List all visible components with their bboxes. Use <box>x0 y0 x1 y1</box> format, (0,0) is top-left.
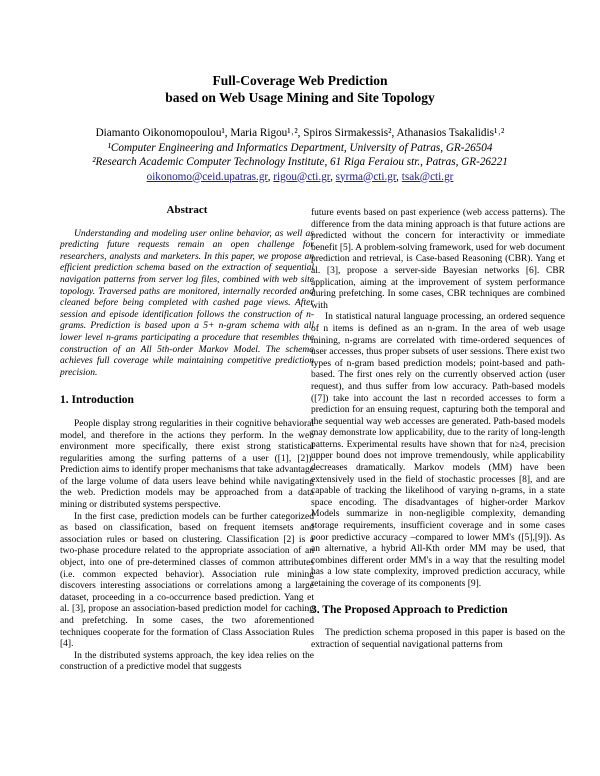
email-list: oikonomo@ceid.upatras.gr, rigou@cti.gr, syrma@cti.gr, tsak@cti.gr <box>146 170 454 183</box>
left-column <box>60 205 314 674</box>
right-paragraph-2: In statistical natural language processing, an ordered sequence of n items is defined as an n-gram. In the area of web usage mining, n-grams are correlated with time-ordered sequences of user accesses, thus proper subsets of user sessions. There exist two types of n-gram based prediction models; point-based and path-based. The first ones rely on the currently observed action (user request), and thus suffer from low accuracy. Path-based models ([7]) take into account the last n recorded accesses to form a prediction for an ensuing request, capturing both the temporal and the sequential way web accesses are generated. Path-based models may demonstrate low applicability, due to the rarity of long-length patterns. Experimental results have shown that for n≥4, precision upper bound does not improve tremendously, while applicability decreases dramatically. Markov models (MM) have been extensively used in the field of stochastic processes [8], and are capable of tracking the likelihood of varying n-grams, in a state space encoding. The disadvantages of higher-order Markov Models summarize in non-negligible complexity, demanding storage requirements, insufficient coverage and in some cases poor predictive accuracy –compared to lower MM's ([5],[9]). As an alternative, a hybrid All-Kth order MM may be used, that combines different order MM's in a way that the resulting model has a low state complexity, improved prediction accuracy, while retaining the coverage of its components [9]. <box>311 312 565 589</box>
title-line-1: Full-Coverage Web Prediction <box>212 73 388 88</box>
introduction-heading: 1. Introduction <box>60 394 134 407</box>
email-link[interactable]: syrma@cti.gr <box>335 170 397 183</box>
approach-paragraph-1: The prediction schema proposed in this paper is based on the extraction of sequential navigational patterns from <box>311 628 565 650</box>
intro-paragraph-3: In the distributed systems approach, the key idea relies on the construction of a predictive model that suggests <box>60 650 314 673</box>
right-paragraph-1: future events based on past experience (web access patterns). The difference from the data mining approach is that future actions are predicted without the concern for interactivity or immediate benefit [5]. A problem-solving framework, used for web document prediction and retrieval, is Case-based Reasoning (CBR). Yang et al. [3], propose a server-side Bayesian networks [6]. CBR application, aiming at the improvement of system performance during prefetching. In some cases, CBR techniques are combined with <box>311 208 565 311</box>
paper-title <box>60 72 540 106</box>
email-link[interactable]: oikonomo@ceid.upatras.gr <box>146 170 268 183</box>
title-line-2: based on Web Usage Mining and Site Topology <box>165 90 435 105</box>
abstract-text: Understanding and modeling user online behavior, as well as predicting future requests remain an open challenge for researchers, analysts and marketers. In this paper, we propose an efficient prediction schema based on the extraction of sequential navigation patterns from server log files, combined with web site topology. Traversed paths are monitored, internally recorded and cleaned before being completed with cashed page views. After session and episode identification follows the construction of n-grams. Prediction is based upon a 5+ n-gram schema with all lower level n-grams participating a procedure that resembles the construction of an All 5th-order Markov Model. The schema achieves full coverage while maintaining competitive prediction precision. <box>60 228 314 378</box>
right-column <box>311 208 565 651</box>
approach-heading: 3. The Proposed Approach to Prediction <box>311 603 508 616</box>
author-list: Diamanto Oikonomopoulou¹, Maria Rigou¹˒², Spiros Sirmakessis², Athanasios Tsakalidis¹˒² <box>95 127 505 139</box>
affiliation-1: ¹Computer Engineering and Informatics Department, University of Patras, GR-26504 <box>107 141 493 154</box>
email-link[interactable]: rigou@cti.gr <box>273 170 331 183</box>
intro-paragraph-1: People display strong regularities in their cognitive behavioral model, and therefore in the actions they perform. In the web environment more specifically, there exist strong statistical regularities among the surfing patterns of a user ([1], [2]). Prediction aims to identify proper mechanisms that take advantage of the large volume of data users leave behind while navigating the web. Prediction models may be approached from a data mining or distributed systems perspective. <box>60 418 314 511</box>
email-link[interactable]: tsak@cti.gr <box>401 170 454 183</box>
abstract-heading: Abstract <box>166 204 208 216</box>
affiliation-2: ²Research Academic Computer Technology Institute, 61 Riga Feraiou str., Patras, GR-26221 <box>92 156 508 168</box>
intro-paragraph-2: In the first case, prediction models can be further categorized as based on classification, based on frequent itemsets and association rules or based on clustering. Classification [2] is a two-phase procedure related to the appropriate association of an object, into one of pre-determined classes of common attributes (i.e. common expected behavior). Association rule mining discovers interesting associations or correlations among a large dataset, proceeding in a co-occurrence based prediction. Yang et al. [3], propose an association-based prediction model for caching and prefetching. In some cases, the two aforementioned techniques cooperate for the formation of Class Association Rules [4]. <box>60 511 314 650</box>
author-block <box>40 126 560 184</box>
